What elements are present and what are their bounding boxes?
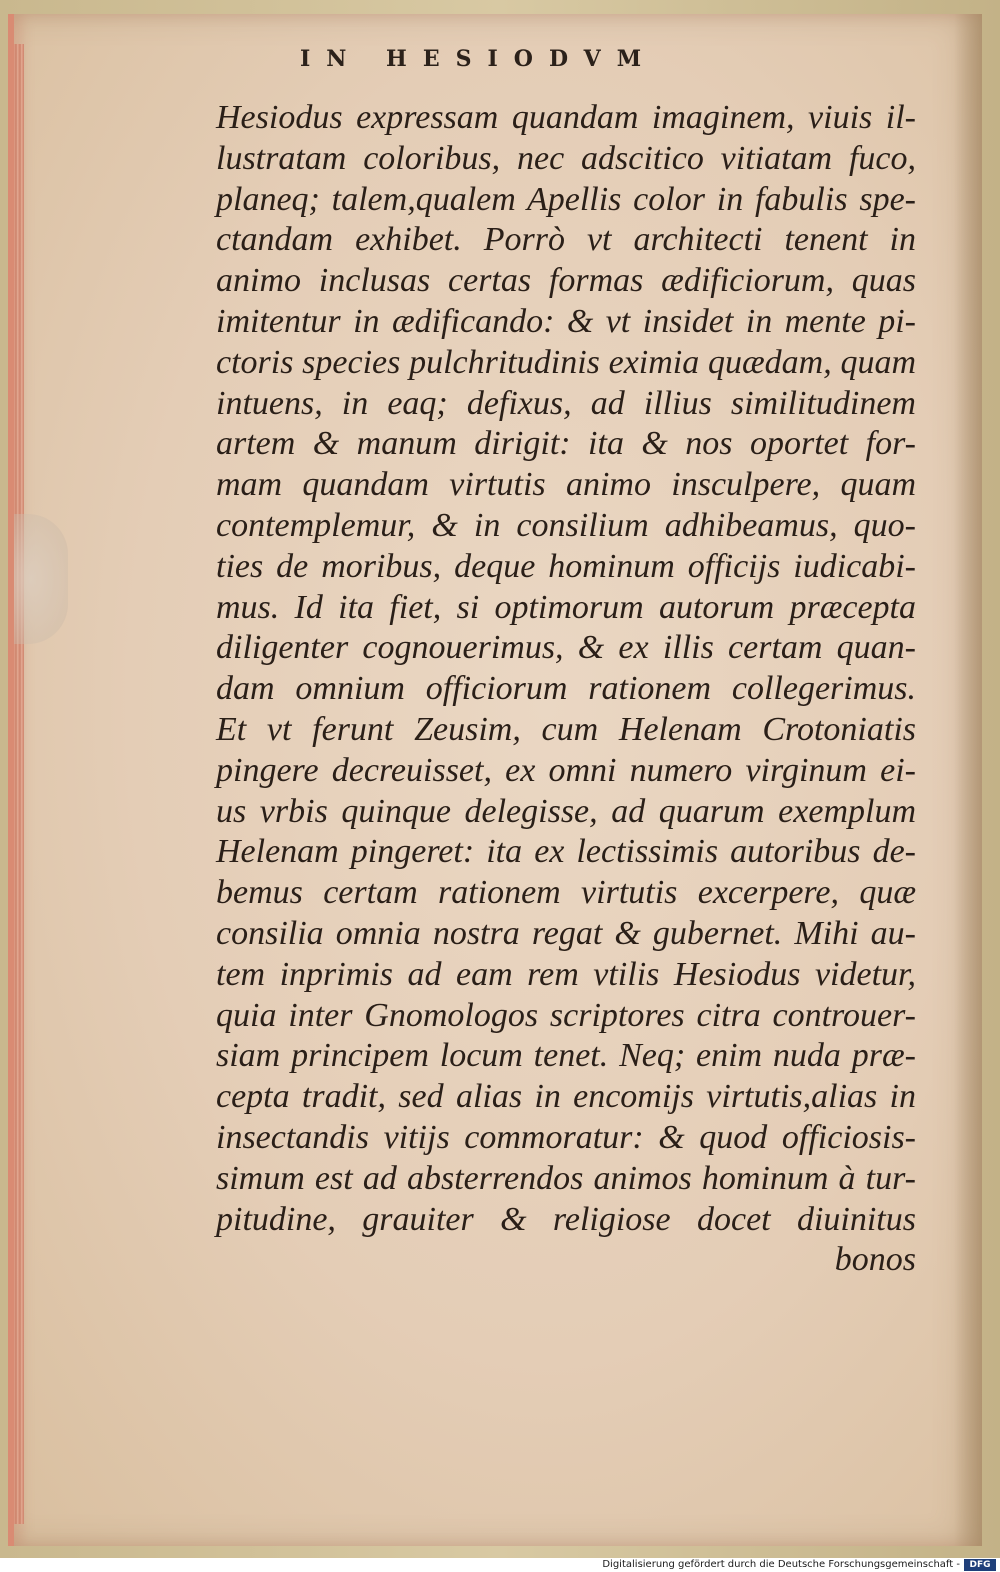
text-line: ties de moribus, deque hominum officijs iudicabi- — [216, 547, 916, 585]
text-line: planeq; talem,qualem Apellis color in fabulis spe- — [216, 180, 916, 218]
page-stain — [14, 514, 68, 644]
text-line: consilia omnia nostra regat & gubernet. Mihi au- — [216, 914, 916, 952]
digitization-footer — [0, 1558, 1000, 1572]
text-line: Hesiodus expressam quandam imaginem, viuis il- — [216, 99, 916, 136]
text-line: Et vt ferunt Zeusim, cum Helenam Crotoniatis — [216, 710, 916, 748]
text-line: contemplemur, & in consilium adhibeamus, quo- — [216, 506, 916, 544]
text-line: diligenter cognouerimus, & ex illis certam quan- — [216, 629, 916, 667]
text-line: quia inter Gnomologos scriptores citra controuer- — [216, 996, 916, 1034]
text-line: artem & manum dirigit: ita & nos oportet for- — [216, 425, 916, 463]
text-line: siam principem locum tenet. Neq; enim nuda præ- — [216, 1037, 916, 1075]
funding-credit: Digitalisierung gefördert durch die Deutsche Forschungsgemeinschaft - — [602, 1559, 960, 1570]
text-line: mus. Id ita fiet, si optimorum autorum præcepta — [216, 588, 916, 626]
text-line: simum est ad absterrendos animos hominum à tur- — [216, 1159, 916, 1197]
text-line: tem inprimis ad eam rem vtilis Hesiodus videtur, — [216, 955, 916, 993]
catchword: bonos — [834, 1241, 916, 1279]
text-line: us vrbis quinque delegisse, ad quarum exemplum — [216, 792, 916, 830]
text-line: imitentur in ædificando: & vt insidet in mente pi- — [216, 302, 916, 340]
text-line: ctandam exhibet. Porrò vt architecti tenent in — [216, 221, 916, 259]
text-line: dam omnium officiorum rationem collegerimus. — [216, 670, 916, 708]
body-text — [216, 98, 916, 1281]
text-line: pingere decreuisset, ex omni numero virginum ei- — [216, 751, 916, 789]
text-line: cepta tradit, sed alias in encomijs virtutis,alias in — [216, 1078, 916, 1116]
dfg-logo: DFG — [964, 1559, 996, 1571]
text-line: insectandis vitijs commoratur: & quod officiosis- — [216, 1118, 916, 1156]
gutter-shadow — [954, 14, 982, 1546]
page-edge — [14, 44, 24, 1524]
text-line: ctoris species pulchritudinis eximia quædam, quam — [216, 343, 916, 381]
text-line: bemus certam rationem virtutis excerpere, quæ — [216, 874, 916, 912]
running-head: IN HESIODVM — [300, 46, 658, 72]
text-line: animo inclusas certas formas ædificiorum, quas — [216, 262, 916, 300]
text-line: Helenam pingeret: ita ex lectissimis autoribus de- — [216, 833, 916, 871]
text-line: intuens, in eaq; defixus, ad illius similitudinem — [216, 384, 916, 422]
text-line: mam quandam virtutis animo insculpere, quam — [216, 466, 916, 504]
text-line: lustratam coloribus, nec adscitico vitiatam fuco, — [216, 139, 916, 177]
text-line: pitudine, grauiter & religiose docet diuinitus — [216, 1200, 916, 1238]
